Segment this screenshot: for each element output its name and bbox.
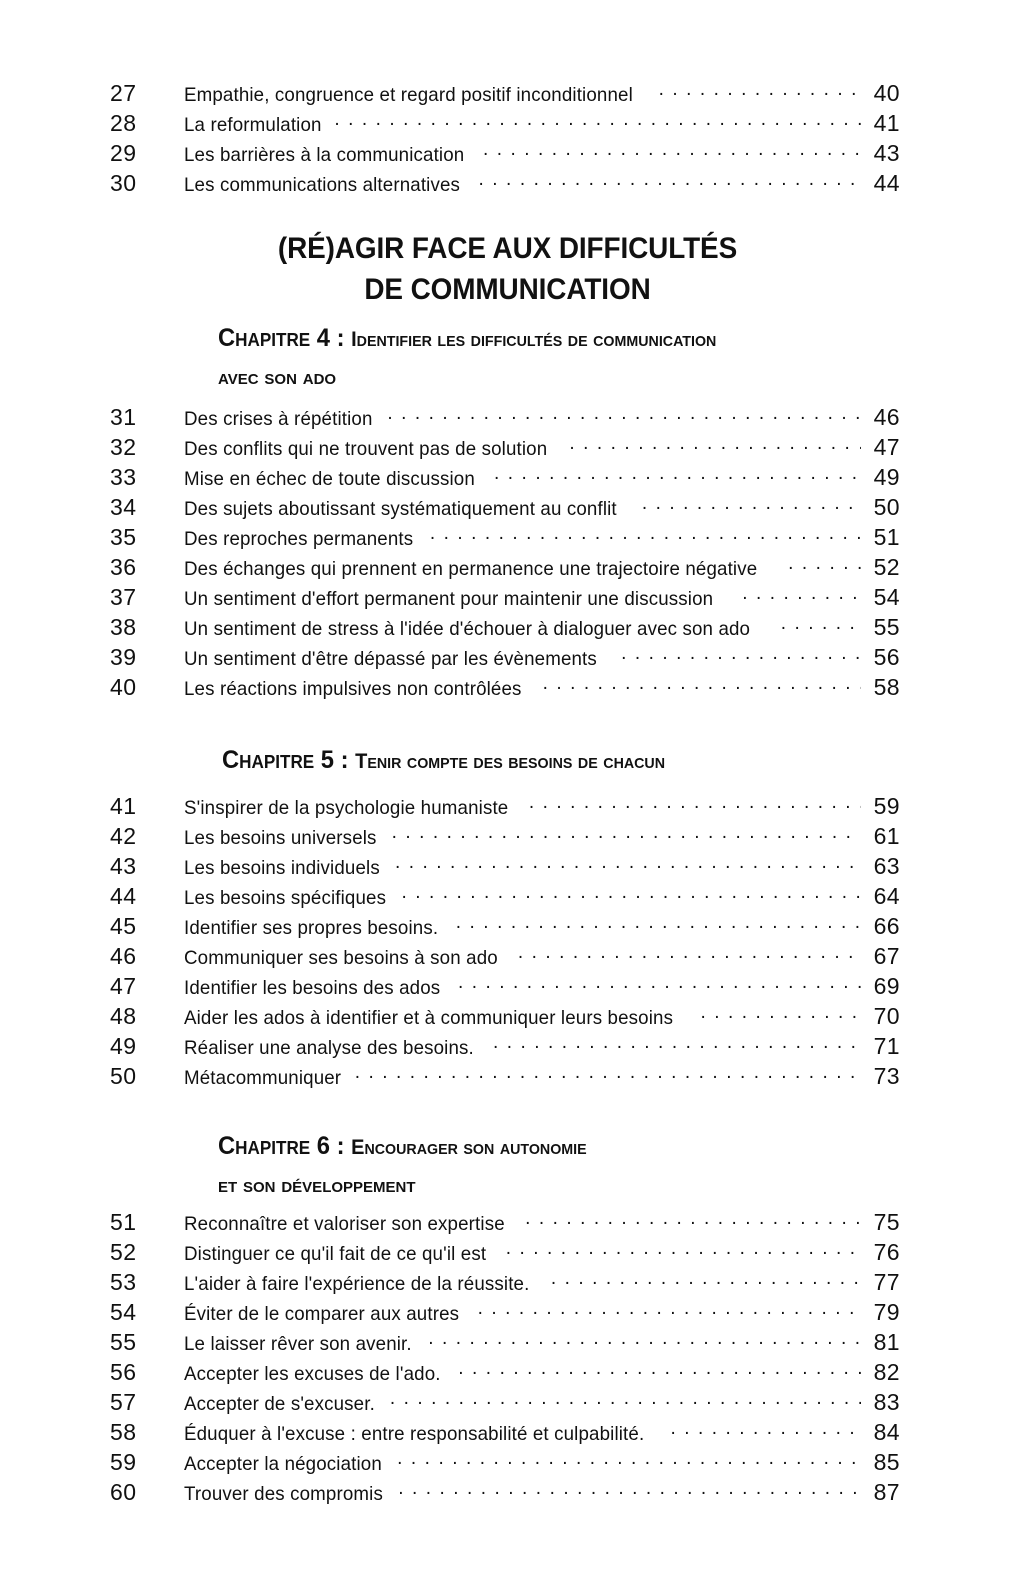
chapter-5-title: Tenir compte des besoins de chacun — [355, 750, 666, 773]
toc-row[interactable] — [110, 1299, 900, 1329]
toc-entry-title: Éduquer à l'excuse : entre responsabilité et culpabilité. — [184, 1423, 645, 1445]
toc-entry-title: Métacommuniquer — [184, 1067, 342, 1089]
toc-row[interactable] — [110, 464, 900, 494]
toc-entry-title: Un sentiment d'effort permanent pour maintenir une discussion — [184, 588, 714, 610]
toc-entry-page-number: 64 — [873, 883, 900, 909]
toc-entry-title: Accepter les excuses de l'ado. — [184, 1363, 441, 1385]
toc-entry-number: 32 — [110, 434, 137, 460]
toc-entry-number: 59 — [110, 1449, 137, 1475]
dot-leader — [428, 1334, 861, 1350]
toc-entry-number: 29 — [110, 140, 137, 166]
toc-row[interactable] — [110, 823, 900, 853]
dot-leader — [402, 888, 862, 904]
toc-row[interactable] — [110, 883, 900, 913]
toc-entry-title: L'aider à faire l'expérience de la réussite. — [184, 1273, 530, 1295]
toc-entry-number: 54 — [110, 1299, 137, 1325]
toc-entry-page-number: 73 — [873, 1063, 900, 1089]
toc-entry-number: 51 — [110, 1209, 137, 1235]
toc-row[interactable] — [110, 853, 900, 883]
toc-entry-number: 56 — [110, 1359, 137, 1385]
toc-row[interactable] — [110, 793, 900, 823]
toc-entry-title: Les communications alternatives — [184, 174, 461, 196]
dot-leader — [478, 1304, 861, 1320]
toc-entries-continued — [110, 80, 900, 200]
toc-entry-title: Communiquer ses besoins à son ado — [184, 947, 498, 969]
toc-entry-number: 38 — [110, 614, 137, 640]
chapter-4-title-line2: avec son ado — [218, 366, 337, 389]
toc-entry-title: Les réactions impulsives non contrôlées — [184, 678, 522, 700]
toc-entry-title: Les besoins spécifiques — [184, 887, 387, 909]
chapter-6-heading — [218, 1128, 606, 1204]
toc-entry-page-number: 76 — [873, 1239, 900, 1265]
toc-row[interactable] — [110, 1359, 900, 1389]
toc-entry-page-number: 51 — [873, 524, 900, 550]
toc-entry-title: Des conflits qui ne trouvent pas de solution — [184, 438, 548, 460]
toc-row[interactable] — [110, 494, 900, 524]
dot-leader — [642, 499, 861, 515]
toc-entry-page-number: 43 — [873, 140, 900, 166]
chapter-4-heading — [218, 320, 743, 396]
toc-entry-number: 48 — [110, 1003, 137, 1029]
toc-entry-number: 50 — [110, 1063, 137, 1089]
toc-row[interactable] — [110, 943, 900, 973]
dot-leader — [458, 1364, 861, 1380]
dot-leader — [479, 175, 861, 191]
toc-entry-title: Trouver des compromis — [184, 1483, 383, 1505]
toc-entry-number: 40 — [110, 674, 137, 700]
toc-row[interactable] — [110, 614, 900, 644]
toc-entry-page-number: 50 — [873, 494, 900, 520]
toc-entry-number: 45 — [110, 913, 137, 939]
toc-row[interactable] — [110, 80, 900, 110]
dot-leader — [700, 1008, 861, 1024]
part-title-line1: (RÉ)AGIR FACE AUX DIFFICULTÉS — [277, 232, 738, 265]
chapter-5-heading — [222, 742, 688, 782]
toc-row[interactable] — [110, 1003, 900, 1033]
dot-leader — [670, 1424, 861, 1440]
toc-entry-number: 33 — [110, 464, 137, 490]
dot-leader — [493, 1038, 861, 1054]
toc-row[interactable] — [110, 1033, 900, 1063]
toc-entry-title: Les besoins individuels — [184, 857, 380, 879]
toc-entry-page-number: 41 — [873, 110, 900, 136]
toc-row[interactable] — [110, 170, 900, 200]
toc-entry-number: 52 — [110, 1239, 137, 1265]
toc-row[interactable] — [110, 1239, 900, 1269]
toc-entry-title: Des crises à répétition — [184, 408, 373, 430]
toc-entry-page-number: 40 — [873, 80, 900, 106]
toc-row[interactable] — [110, 1449, 900, 1479]
chapter-5-entries — [110, 793, 900, 1093]
part-title — [36, 228, 980, 310]
dot-leader — [543, 679, 861, 695]
toc-entry-page-number: 58 — [873, 674, 900, 700]
chapter-6-title: Encourager son autonomie — [351, 1136, 587, 1159]
toc-row[interactable] — [110, 1389, 900, 1419]
toc-entry-number: 41 — [110, 793, 137, 819]
toc-row[interactable] — [110, 913, 900, 943]
toc-entry-title: Aider les ados à identifier et à communiquer leurs besoins — [184, 1007, 674, 1029]
toc-row[interactable] — [110, 524, 900, 554]
chapter-6-label: Chapitre 6 : — [218, 1132, 352, 1160]
toc-entry-number: 46 — [110, 943, 137, 969]
toc-entry-number: 30 — [110, 170, 137, 196]
toc-entry-page-number: 70 — [873, 1003, 900, 1029]
dot-leader — [395, 858, 861, 874]
toc-entry-page-number: 66 — [873, 913, 900, 939]
dot-leader — [392, 828, 861, 844]
dot-leader — [621, 649, 861, 665]
toc-entry-page-number: 77 — [873, 1269, 900, 1295]
dot-leader — [456, 918, 861, 934]
toc-row[interactable] — [110, 1269, 900, 1299]
toc-entry-title: Accepter la négociation — [184, 1453, 382, 1475]
toc-entry-page-number: 69 — [873, 973, 900, 999]
toc-entry-title: Un sentiment d'être dépassé par les évènements — [184, 648, 597, 670]
toc-entry-page-number: 44 — [873, 170, 900, 196]
toc-row[interactable] — [110, 1419, 900, 1449]
toc-row[interactable] — [110, 140, 900, 170]
toc-entry-title: Distinguer ce qu'il fait de ce qu'il est — [184, 1243, 487, 1265]
toc-entry-number: 57 — [110, 1389, 137, 1415]
toc-entry-page-number: 79 — [873, 1299, 900, 1325]
toc-row[interactable] — [110, 110, 900, 140]
toc-entry-page-number: 61 — [873, 823, 900, 849]
toc-entry-page-number: 59 — [873, 793, 900, 819]
toc-entry-title: Des échanges qui prennent en permanence une trajectoire négative — [184, 558, 758, 580]
dot-leader — [483, 145, 861, 161]
toc-entry-number: 55 — [110, 1329, 137, 1355]
toc-row[interactable] — [110, 1209, 900, 1239]
dot-leader — [430, 529, 861, 545]
toc-entry-page-number: 63 — [873, 853, 900, 879]
toc-row[interactable] — [110, 973, 900, 1003]
dot-leader — [397, 1454, 861, 1470]
toc-entry-page-number: 52 — [873, 554, 900, 580]
toc-row[interactable] — [110, 1063, 900, 1093]
dot-leader — [551, 1274, 861, 1290]
toc-entry-page-number: 67 — [873, 943, 900, 969]
toc-entry-title: Réaliser une analyse des besoins. — [184, 1037, 474, 1059]
toc-entry-number: 58 — [110, 1419, 137, 1445]
part-title-line2: DE COMMUNICATION — [364, 273, 651, 306]
toc-entry-title: S'inspirer de la psychologie humaniste — [184, 797, 509, 819]
toc-entry-number: 43 — [110, 853, 137, 879]
toc-entry-page-number: 54 — [873, 584, 900, 610]
dot-leader — [355, 1068, 861, 1084]
toc-entry-title: Identifier les besoins des ados — [184, 977, 441, 999]
toc-entry-number: 36 — [110, 554, 137, 580]
dot-leader — [387, 409, 861, 425]
toc-entry-page-number: 71 — [873, 1033, 900, 1059]
toc-entry-page-number: 49 — [873, 464, 900, 490]
toc-entry-number: 28 — [110, 110, 137, 136]
toc-entry-title: Identifier ses propres besoins. — [184, 917, 439, 939]
dot-leader — [659, 85, 861, 101]
toc-entry-page-number: 81 — [873, 1329, 900, 1355]
dot-leader — [390, 1394, 861, 1410]
toc-entry-title: Reconnaître et valoriser son expertise — [184, 1213, 505, 1235]
toc-entry-number: 47 — [110, 973, 137, 999]
toc-entry-page-number: 56 — [873, 644, 900, 670]
toc-entry-title: Le laisser rêver son avenir. — [184, 1333, 412, 1355]
toc-entry-title: Accepter de s'excuser. — [184, 1393, 375, 1415]
dot-leader — [742, 589, 861, 605]
toc-entry-page-number: 84 — [873, 1419, 900, 1445]
toc-entry-number: 37 — [110, 584, 137, 610]
toc-entry-number: 42 — [110, 823, 137, 849]
toc-row[interactable] — [110, 584, 900, 614]
dot-leader — [334, 115, 861, 131]
dot-leader — [398, 1484, 861, 1500]
toc-row[interactable] — [110, 554, 900, 584]
dot-leader — [525, 1214, 861, 1230]
toc-entry-title: Empathie, congruence et regard positif inconditionnel — [184, 84, 633, 106]
dot-leader — [458, 978, 861, 994]
dot-leader — [788, 559, 861, 575]
chapter-6-title-line2: et son développement — [218, 1174, 416, 1197]
toc-entry-number: 31 — [110, 404, 137, 430]
toc-entry-page-number: 82 — [873, 1359, 900, 1385]
dot-leader — [529, 798, 861, 814]
chapter-4-title: Identifier les difficultés de communication — [351, 328, 717, 351]
toc-row[interactable] — [110, 404, 900, 434]
toc-entry-page-number: 47 — [873, 434, 900, 460]
toc-entry-title: Mise en échec de toute discussion — [184, 468, 475, 490]
toc-row[interactable] — [110, 1479, 900, 1509]
toc-entry-page-number: 83 — [873, 1389, 900, 1415]
toc-entry-number: 35 — [110, 524, 137, 550]
toc-entry-number: 27 — [110, 80, 137, 106]
dot-leader — [494, 469, 861, 485]
chapter-5-label: Chapitre 5 : — [222, 746, 356, 774]
toc-entry-number: 60 — [110, 1479, 137, 1505]
dot-leader — [506, 1244, 861, 1260]
toc-entry-page-number: 85 — [873, 1449, 900, 1475]
toc-entry-page-number: 46 — [873, 404, 900, 430]
chapter-4-entries — [110, 404, 900, 704]
toc-entry-title: Les barrières à la communication — [184, 144, 465, 166]
toc-entry-title: Des sujets aboutissant systématiquement au conflit — [184, 498, 617, 520]
toc-row[interactable] — [110, 674, 900, 704]
toc-entry-title: Les besoins universels — [184, 827, 377, 849]
dot-leader — [518, 948, 861, 964]
toc-entry-title: La reformulation — [184, 114, 322, 136]
chapter-4-label: Chapitre 4 : — [218, 324, 352, 352]
toc-entry-page-number: 55 — [873, 614, 900, 640]
toc-row[interactable] — [110, 1329, 900, 1359]
toc-entry-number: 53 — [110, 1269, 137, 1295]
toc-row[interactable] — [110, 434, 900, 464]
chapter-6-entries — [110, 1209, 900, 1509]
dot-leader — [781, 619, 861, 635]
toc-entry-title: Éviter de le comparer aux autres — [184, 1303, 460, 1325]
toc-entry-number: 34 — [110, 494, 137, 520]
toc-entry-number: 44 — [110, 883, 137, 909]
toc-entry-page-number: 87 — [873, 1479, 900, 1505]
dot-leader — [569, 439, 861, 455]
toc-entry-number: 49 — [110, 1033, 137, 1059]
toc-row[interactable] — [110, 644, 900, 674]
toc-entry-title: Des reproches permanents — [184, 528, 414, 550]
toc-entry-title: Un sentiment de stress à l'idée d'échouer à dialoguer avec son ado — [184, 618, 751, 640]
toc-entry-number: 39 — [110, 644, 137, 670]
toc-entry-page-number: 75 — [873, 1209, 900, 1235]
